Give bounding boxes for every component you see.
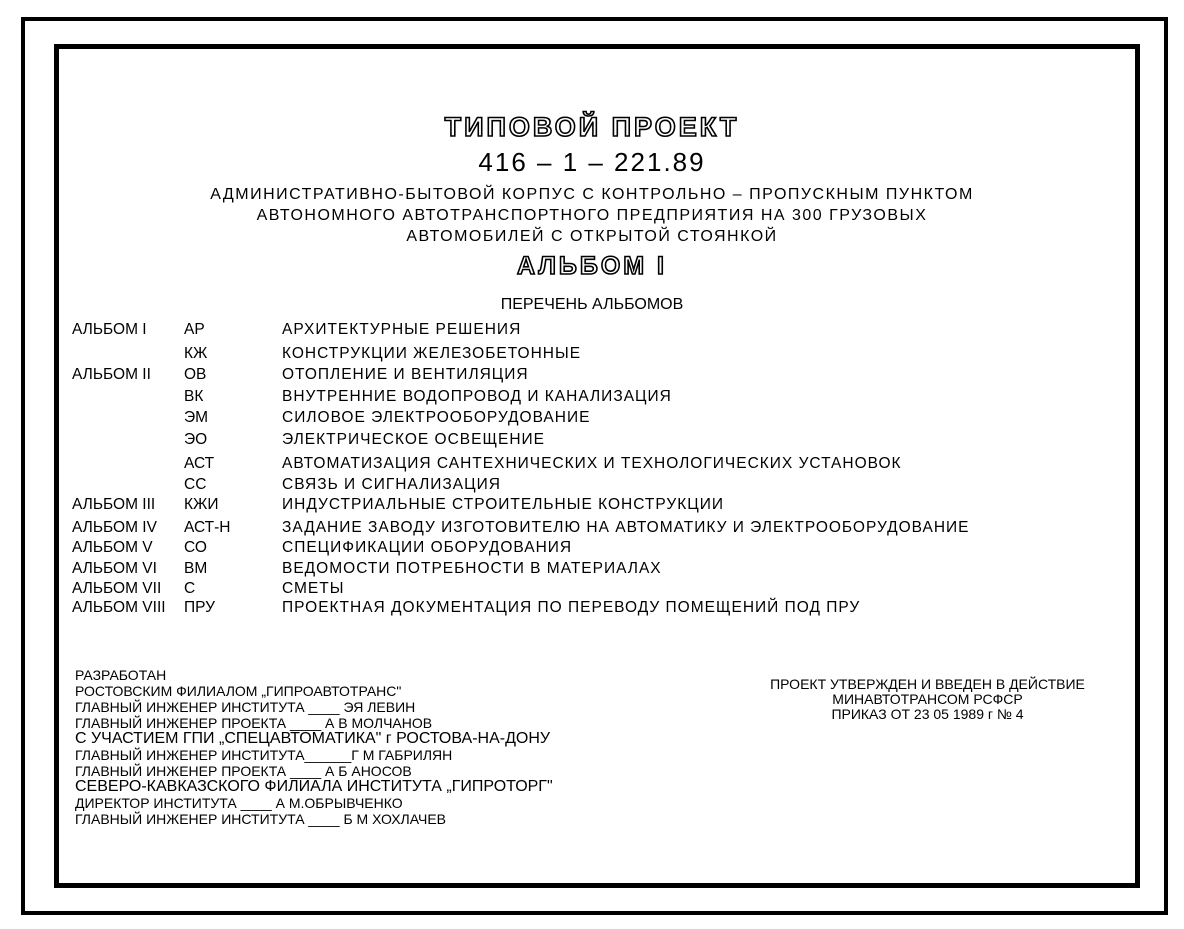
album-list-heading: ПЕРЕЧЕНЬ АЛЬБОМОВ (500, 296, 684, 313)
album-list-row (0, 431, 1184, 451)
album-description: ВЕДОМОСТИ ПОТРЕБНОСТИ В МАТЕРИАЛАХ (282, 560, 662, 577)
album-list-row (0, 366, 1184, 386)
developer-line: СЕВЕРО-КАВКАЗСКОГО ФИЛИАЛА ИНСТИТУТА „ГИПРОТОРГ" (75, 778, 553, 795)
album-code: С (184, 580, 196, 597)
album-code: АСТ-Н (184, 519, 231, 536)
album-list-row (0, 455, 1184, 475)
album-list-row (0, 519, 1184, 539)
album-description: ОТОПЛЕНИЕ И ВЕНТИЛЯЦИЯ (282, 366, 529, 383)
developer-line: ГЛАВНЫЙ ИНЖЕНЕР ПРОЕКТА ____ А Б АНОСОВ (75, 763, 412, 779)
album-list-row (0, 476, 1184, 496)
approval-line: ПРИКАЗ ОТ 23 05 1989 г № 4 (831, 706, 1024, 722)
album-label: АЛЬБОМ II (72, 366, 151, 383)
album-code: СО (184, 539, 207, 556)
album-description: АВТОМАТИЗАЦИЯ САНТЕХНИЧЕСКИХ И ТЕХНОЛОГИЧЕСКИХ УСТАНОВОК (282, 455, 902, 472)
album-list-row (0, 580, 1184, 600)
album-code: ПРУ (184, 599, 215, 616)
album-code: ОВ (184, 366, 207, 383)
album-list-row (0, 539, 1184, 559)
album-list-row (0, 388, 1184, 408)
project-number: 416 – 1 – 221.89 (478, 147, 706, 177)
album-description: КОНСТРУКЦИИ ЖЕЛЕЗОБЕТОННЫЕ (282, 345, 582, 362)
album-list-row (0, 409, 1184, 429)
developer-line: ГЛАВНЫЙ ИНЖЕНЕР ИНСТИТУТА______Г М ГАБРИЛЯН (75, 747, 453, 763)
album-description: ЗАДАНИЕ ЗАВОДУ ИЗГОТОВИТЕЛЮ НА АВТОМАТИКУ И ЭЛЕКТРООБОРУДОВАНИЕ (282, 519, 970, 536)
album-label: АЛЬБОМ IV (72, 519, 157, 536)
album-description: СПЕЦИФИКАЦИИ ОБОРУДОВАНИЯ (282, 539, 573, 556)
album-description: ЭЛЕКТРИЧЕСКОЕ ОСВЕЩЕНИЕ (282, 431, 546, 448)
album-description: СИЛОВОЕ ЭЛЕКТРООБОРУДОВАНИЕ (282, 409, 591, 426)
album-description: СМЕТЫ (282, 580, 345, 597)
developer-line: ГЛАВНЫЙ ИНЖЕНЕР ПРОЕКТА ____ А В МОЛЧАНОВ (75, 715, 433, 731)
developer-line: РОСТОВСКИМ ФИЛИАЛОМ „ГИПРОАВТОТРАНС" (75, 683, 402, 699)
album-title: АЛЬБОМ I (516, 252, 667, 280)
album-code: КЖИ (184, 496, 219, 513)
album-description: ПРОЕКТНАЯ ДОКУМЕНТАЦИЯ ПО ПЕРЕВОДУ ПОМЕЩЕНИЙ ПОД ПРУ (282, 599, 861, 616)
album-list-row (0, 321, 1184, 341)
document-title: ТИПОВОЙ ПРОЕКТ (444, 112, 740, 142)
album-code: ВК (184, 388, 204, 405)
album-code: АР (184, 321, 205, 338)
album-code: ЭМ (184, 409, 209, 426)
album-list-row (0, 599, 1184, 619)
album-description: АРХИТЕКТУРНЫЕ РЕШЕНИЯ (282, 321, 522, 338)
approval-block (740, 677, 1115, 722)
subtitle-line: АВТОНОМНОГО АВТОТРАНСПОРТНОГО ПРЕДПРИЯТИЯ НА 300 ГРУЗОВЫХ (256, 207, 928, 224)
developer-line: ДИРЕКТОР ИНСТИТУТА ____ А М.ОБРЫВЧЕНКО (75, 795, 403, 811)
album-list-row (0, 560, 1184, 580)
album-label: АЛЬБОМ VII (72, 580, 162, 597)
album-code: ЭО (184, 431, 208, 448)
developer-line: РАЗРАБОТАН (75, 667, 167, 683)
developer-line: С УЧАСТИЕМ ГПИ „СПЕЦАВТОМАТИКА" г РОСТОВА-НА-ДОНУ (75, 730, 551, 747)
album-label: АЛЬБОМ V (72, 539, 153, 556)
album-list-row (0, 345, 1184, 365)
album-code: ВМ (184, 560, 208, 577)
subtitle-line: АВТОМОБИЛЕЙ С ОТКРЫТОЙ СТОЯНКОЙ (406, 228, 778, 245)
approval-line: ПРОЕКТ УТВЕРЖДЕН И ВВЕДЕН В ДЕЙСТВИЕ (770, 676, 1085, 692)
developer-line: ГЛАВНЫЙ ИНЖЕНЕР ИНСТИТУТА ____ ЭЯ ЛЕВИН (75, 699, 416, 715)
subtitle-line: АДМИНИСТРАТИВНО-БЫТОВОЙ КОРПУС С КОНТРОЛЬНО – ПРОПУСКНЫМ ПУНКТОМ (210, 186, 974, 203)
developers-block (75, 667, 553, 827)
album-code: КЖ (184, 345, 208, 362)
album-label: АЛЬБОМ VI (72, 560, 157, 577)
developer-line: ГЛАВНЫЙ ИНЖЕНЕР ИНСТИТУТА ____ Б М ХОХЛАЧЕВ (75, 811, 446, 827)
album-list-row (0, 496, 1184, 516)
album-label: АЛЬБОМ I (72, 321, 147, 338)
album-label: АЛЬБОМ III (72, 496, 156, 513)
album-description: СВЯЗЬ И СИГНАЛИЗАЦИЯ (282, 476, 501, 493)
album-description: ИНДУСТРИАЛЬНЫЕ СТРОИТЕЛЬНЫЕ КОНСТРУКЦИИ (282, 496, 724, 513)
approval-line: МИНАВТОТРАНСОМ РСФСР (832, 691, 1023, 707)
album-code: АСТ (184, 455, 215, 472)
album-label: АЛЬБОМ VIII (72, 599, 166, 616)
album-code: СС (184, 476, 207, 493)
album-description: ВНУТРЕННИЕ ВОДОПРОВОД И КАНАЛИЗАЦИЯ (282, 388, 672, 405)
